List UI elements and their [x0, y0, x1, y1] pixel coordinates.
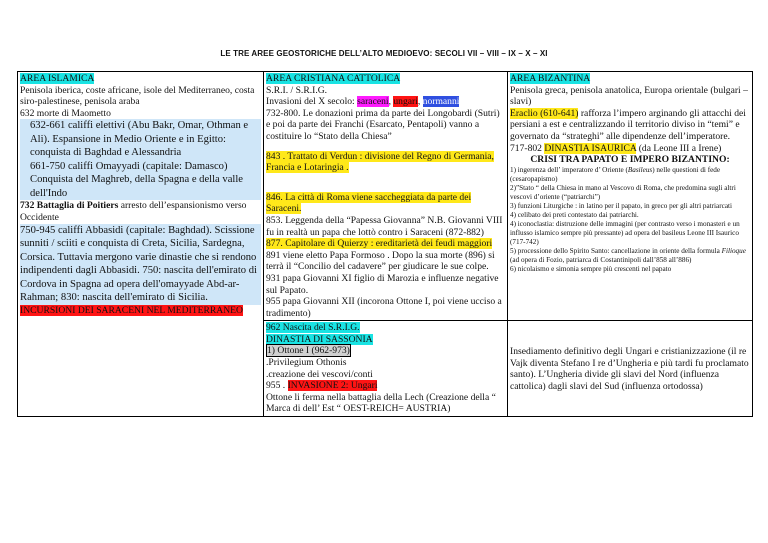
papa-giovanni-xi: 931 papa Giovanni XI figlio di Marozia e influenze negative sul Papato.	[266, 272, 499, 296]
crisi-list	[510, 166, 750, 274]
area-bizantina-cell	[508, 72, 753, 321]
crisi-point-6: 5) processione dello Spirito Santo: cancellazione in oriente della formula	[510, 246, 722, 255]
poitiers-entry	[20, 200, 261, 223]
invasione-saraceni: saraceni	[357, 96, 389, 108]
papessa-giovanna: 853. Leggenda della “Papessa Giovanna” N.B. Giovanni VIII fu in realtà un papa che lottò contro i Saraceni (872-882)	[266, 214, 503, 238]
islamica-territories: Penisola iberica, coste africane, isole del Mediterraneo, costa siro-palestinese, penisola araba	[20, 84, 255, 108]
page-title: LE TRE AREE GEOSTORICHE DELL’ALTO MEDIOEVO: SECOLI VII – VIII – IX – X – XI	[220, 49, 548, 58]
crisi-point-4: 4) celibato dei preti contestato dai patriarchi.	[510, 210, 639, 219]
area-islamica-cell	[18, 72, 264, 417]
crisi-point-6-rest: (ad opera di Fozio, patriarca di Costantinipoli dall’858 all’886)	[510, 255, 692, 264]
papa-formoso: 891 viene eletto Papa Formoso . Dopo la sua morte (896) si terrà il “Concilio del cadavere” per giudicare le sue colpe.	[266, 249, 495, 273]
donazioni: 732-800. Le donazioni prima da parte dei Longobardi (Sutri) e poi da parte dei Franchi (Esarcato, Pentapoli) vanno a costituire lo “Stato della Chiesa”	[266, 107, 500, 142]
filioque-term: Filioque	[721, 246, 746, 255]
isaurica-text: (da Leone III a Irene)	[636, 142, 722, 154]
califfi-elettivi: 632-661 califfi elettivi (Abu Bakr, Omar, Othman e Ali). Espansione in Medio Oriente e in Egitto: conquista di Baghdad e Alessandria	[20, 119, 261, 160]
crisi-point-2: 2)”Stato “ della Chiesa in mano al Vescovo di Roma, che predomina sugli altri vescovi d’oriente (“patriarchi”)	[510, 183, 736, 201]
isaurica-prefix: 717-802	[510, 142, 545, 154]
invasioni-prefix: Invasioni del X secolo:	[266, 96, 358, 108]
eraclio: Eraclio (610-641)	[510, 107, 579, 119]
capitolare-quierzy: 877. Capitolare di Quierzy : ereditarietà dei feudi maggiori	[266, 238, 493, 250]
sacro-romano-impero-cell	[264, 321, 508, 417]
califfi-abbasidi: 750-945 califfi Abbasidi (capitale: Baghdad). Scissione sunniti / sciiti e conquista di Creta, Sicilia, Sardegna, Corsica. Tuttavia mergono varie dinastie che si rendono indipendenti dagli Abbasidi. 750: nascita dell'emirato di Cordova in Spagna ad opera dell'omayyade Abd-ar-Rahman; 830: nascita dell'emirato di Sicilia.	[20, 224, 261, 305]
trattato-verdun: 843 . Trattato di Verdun : divisione del Regno di Germania, Francia e Lotaringia .	[266, 150, 494, 174]
incursioni-saraceni: INCURSIONI DEI SARACENI NEL MEDITERRANEO	[20, 304, 243, 316]
invasione-normanni: normanni	[422, 96, 460, 108]
islamica-maometto: 632 morte di Maometto	[20, 107, 111, 119]
invasione-prefix: 955 .	[266, 380, 288, 392]
dinastia-isaurica: DINASTIA ISAURICA	[544, 142, 637, 154]
area-bizantina-header: AREA BIZANTINA	[510, 73, 591, 84]
battaglia-lech: Ottone li ferma nella battaglia della Lech (Creazione della “ Marca di dell’ Est “ OEST-REICH= AUSTRIA)	[266, 391, 496, 415]
area-islamica-header: AREA ISLAMICA	[20, 73, 95, 84]
crisi-heading: CRISI TRA PAPATO E IMPERO BIZANTINO:	[530, 154, 730, 166]
crisi-point-5: 4) iconoclastia: distruzione delle immagini (per contrasto verso i monasteri e un influsso islamico sempre più pressante) ad opera del basileus Leone III Isaurico (717-742)	[510, 219, 740, 246]
bizantina-territories: Penisola greca, penisola anatolica, Europa orientale (bulgari – slavi)	[510, 84, 748, 108]
crisi-point-1: 1) ingerenza dell’ imperatore d’ Oriente (	[510, 165, 628, 174]
timeline-table	[17, 71, 753, 417]
vescovi-conti: .creazione dei vescovi/conti	[266, 368, 373, 380]
ungari-cristianizzazione: Insediamento definitivo degli Ungari e cristianizzazione (il re Vajk diventa Stefano I re d’Ungheria e più tardi fu proclamato santo). L’Ungheria divide gli slavi del Nord (influenza cattolica) dagli slavi del Sud (influenza ortodossa)	[510, 346, 749, 393]
basileus-term: Basileus	[627, 165, 653, 174]
srig-nascita: 962 Nascita del S.R.I.G.	[266, 322, 360, 334]
crisi-point-7: 6) nicolaismo e simonia sempre più crescenti nel papato	[510, 264, 672, 273]
saccheggio-roma: 846. La città di Roma viene saccheggiata da parte dei Saraceni.	[266, 191, 472, 215]
invasione-ungari-2: INVASIONE 2: Ungari	[287, 380, 378, 392]
table-row	[18, 72, 753, 321]
eraclio-text: rafforza l’impero arginando gli attacchi dei persiani a est e centralizzando il territorio diviso in “temi” e governato da “strateghi” alle dipendenze dell’imperatore.	[510, 107, 746, 142]
poitiers-text: arresto dell’espansionismo verso Occidente	[20, 200, 247, 223]
sri-sigla: S.R.I. / S.R.I.G.	[266, 84, 328, 96]
poitiers-label: 732 Battaglia di Poitiers	[20, 200, 119, 212]
privilegium-othonis: .Privilegium Othonis	[266, 357, 347, 369]
invasione-ungari: ungari	[393, 96, 418, 108]
papa-giovanni-xii: 955 papa Giovanni XII (incorona Ottone I, poi viene ucciso a tradimento)	[266, 296, 502, 319]
crisi-point-3: 3) funzioni Liturgiche : in latino per il papato, in greco per gli altri patriarcati	[510, 201, 733, 210]
area-cattolica-header: AREA CRISTIANA CATTOLICA	[266, 73, 401, 84]
crisi-point-1-rest: ) nelle questioni di fede (cesaropapismo)	[510, 165, 721, 183]
califfi-omayyadi: 661-750 califfi Omayyadi (capitale: Damasco) Conquista del Maghreb, della Spagna e della valle dell'Indo	[20, 160, 261, 201]
ungheria-cell	[508, 321, 753, 417]
dinastia-sassonia: DINASTIA DI SASSONIA	[266, 333, 373, 345]
area-cattolica-cell: AREA CRISTIANA CATTOLICA S.R.I. / S.R.I.G. Invasioni del X secolo: saraceni, ungari, normanni 732-800. Le donazioni prima da parte dei Longobardi (Sutri) e poi da parte dei Franchi (Esarcato, Pentapoli) vanno a costituire lo “Stato della Chiesa” 843 . Trattato di Verdun : divisione del Regno di Germania, Francia e Lotaringia . 846. La città di Roma viene saccheggiata da parte dei Saraceni. 853. Leggenda della “Papessa Giovanna” N.B. Giovanni VIII fu in realtà un papa che lottò contro i Saraceni (872-882) 877. Capitolare di Quierzy : ereditarietà dei feudi maggiori 891 viene eletto Papa Formoso . Dopo la sua morte (896) si terrà il “Concilio del cadavere” per giudicare le sue colpe. 931 papa Giovanni XI figlio di Marozia e influenze negative sul Papato. 955 papa Giovanni XII (incorona Ottone I, poi viene ucciso a tradimento)	[264, 72, 508, 321]
ottone-i: 1) Ottone I (962-973)	[267, 345, 350, 357]
